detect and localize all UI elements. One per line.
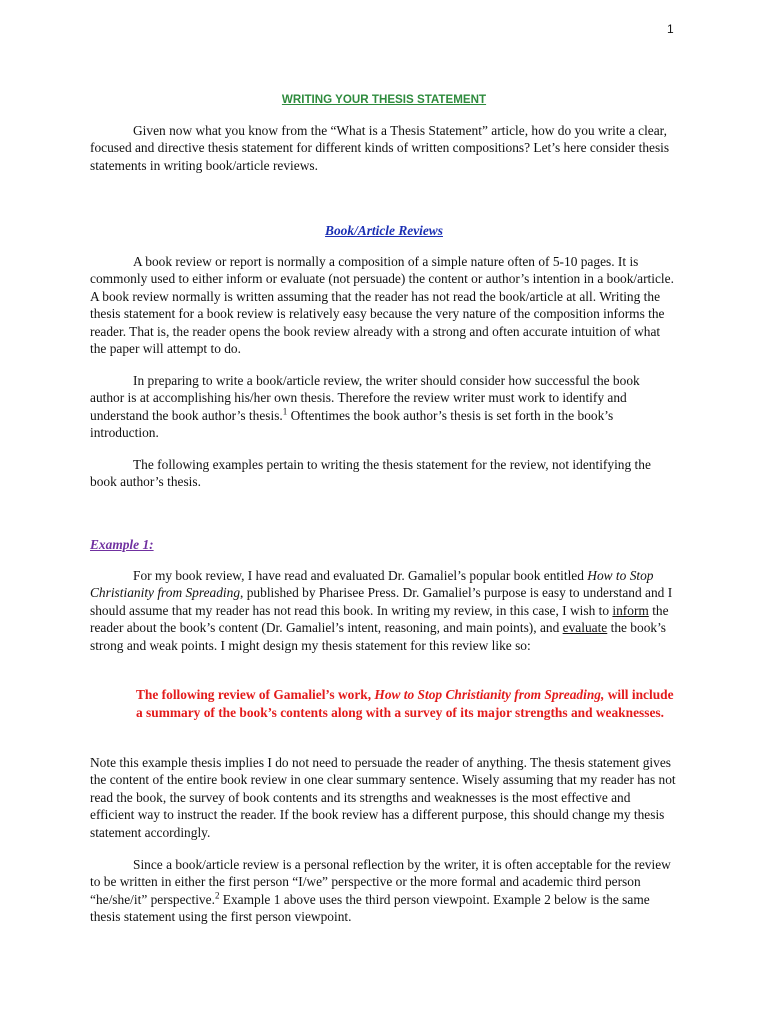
intro-paragraph	[90, 122, 676, 174]
note-paragraph-text: Note this example thesis implies I do not need to persuade the reader of anything. The thesis statement gives the content of the entire book review in one clear summary sentence. Wisely assuming that my reader has not read the book, the survey of book contents and its strengths and weaknesses is the most effective and efficient way to instruct the reader. If the book review has a different purpose, this should change my thesis statement accordingly.	[90, 755, 676, 840]
footnote-ref-1[interactable]: 1	[282, 406, 288, 417]
word-evaluate: evaluate	[562, 620, 608, 636]
page-title: WRITING YOUR THESIS STATEMENT	[281, 93, 487, 106]
paragraph-2	[90, 372, 676, 442]
last-paragraph	[90, 856, 676, 926]
word-inform: inform	[612, 602, 649, 618]
thesis-text-2: will include a summary of the book’s contents along with a survey of its major strengths and weaknesses.	[136, 687, 674, 720]
paragraph-1-text: A book review or report is normally a composition of a simple nature often of 5-10 pages. It is commonly used to either inform or evaluate (not persuade) the content or author’s intention in a book/article. A book review normally is written assuming that the reader has not read the book/article at all. Writing the thesis statement for a book review is relatively easy because the very nature of the composition informs the reader. That is, the reader opens the book review already with a strong and often accurate intuition of what the paper will attempt to do.	[90, 254, 674, 357]
example-text-4: the book’s strong and weak points. I might design my thesis statement for this review like so:	[90, 620, 667, 653]
section-heading: Book/Article Reviews	[325, 223, 443, 238]
thesis-book-title: How to Stop Christianity from Spreading,	[374, 687, 605, 702]
last-text-1: Since a book/article review is a personal reflection by the writer, it is often acceptable for the review to be written in either the first person “I/we” perspective or the more formal and academic third person “he/she/it” perspective.	[90, 857, 671, 907]
paragraph-3	[90, 456, 676, 491]
example-text-1: For my book review, I have read and evaluated Dr. Gamaliel’s popular book entitled	[133, 568, 588, 583]
footnote-ref-2[interactable]: 2	[214, 890, 220, 901]
paragraph-2-text: In preparing to write a book/article review, the writer should consider how successful the book author is at accomplishing his/her own thesis. Therefore the review writer must work to identify and understand the book author’s thesis.	[90, 373, 640, 423]
thesis-statement	[136, 686, 676, 722]
paragraph-1	[90, 253, 676, 357]
paragraph-3-text: The following examples pertain to writing the thesis statement for the review, not identifying the book author’s thesis.	[90, 457, 651, 490]
note-paragraph	[90, 754, 676, 841]
intro-text: Given now what you know from the “What is a Thesis Statement” article, how do you write a clear, focused and directive thesis statement for different kinds of written compositions? Let’s here consider thesis statements in writing book/article reviews.	[90, 123, 670, 173]
thesis-text-1: The following review of Gamaliel’s work,	[136, 687, 375, 702]
example-heading: Example 1:	[90, 537, 154, 552]
book-title: How to Stop Christianity from Spreading	[90, 568, 654, 601]
example-paragraph	[90, 567, 676, 654]
example-text-3: the reader about the book’s content (Dr. Gamaliel’s intent, reasoning, and main points), and	[90, 602, 669, 636]
paragraph-2-text-after: Oftentimes the book author’s thesis is set forth in the book’s introduction.	[90, 407, 614, 441]
example-text-2: , published by Pharisee Press. Dr. Gamaliel’s purpose is easy to understand and I should assume that my reader has not read this book. In writing my review, in this case, I wish to	[90, 585, 673, 618]
last-text-2: Example 1 above uses the third person viewpoint. Example 2 below is the same thesis statement using the first person viewpoint.	[90, 891, 650, 925]
page-number: 1	[667, 22, 674, 36]
